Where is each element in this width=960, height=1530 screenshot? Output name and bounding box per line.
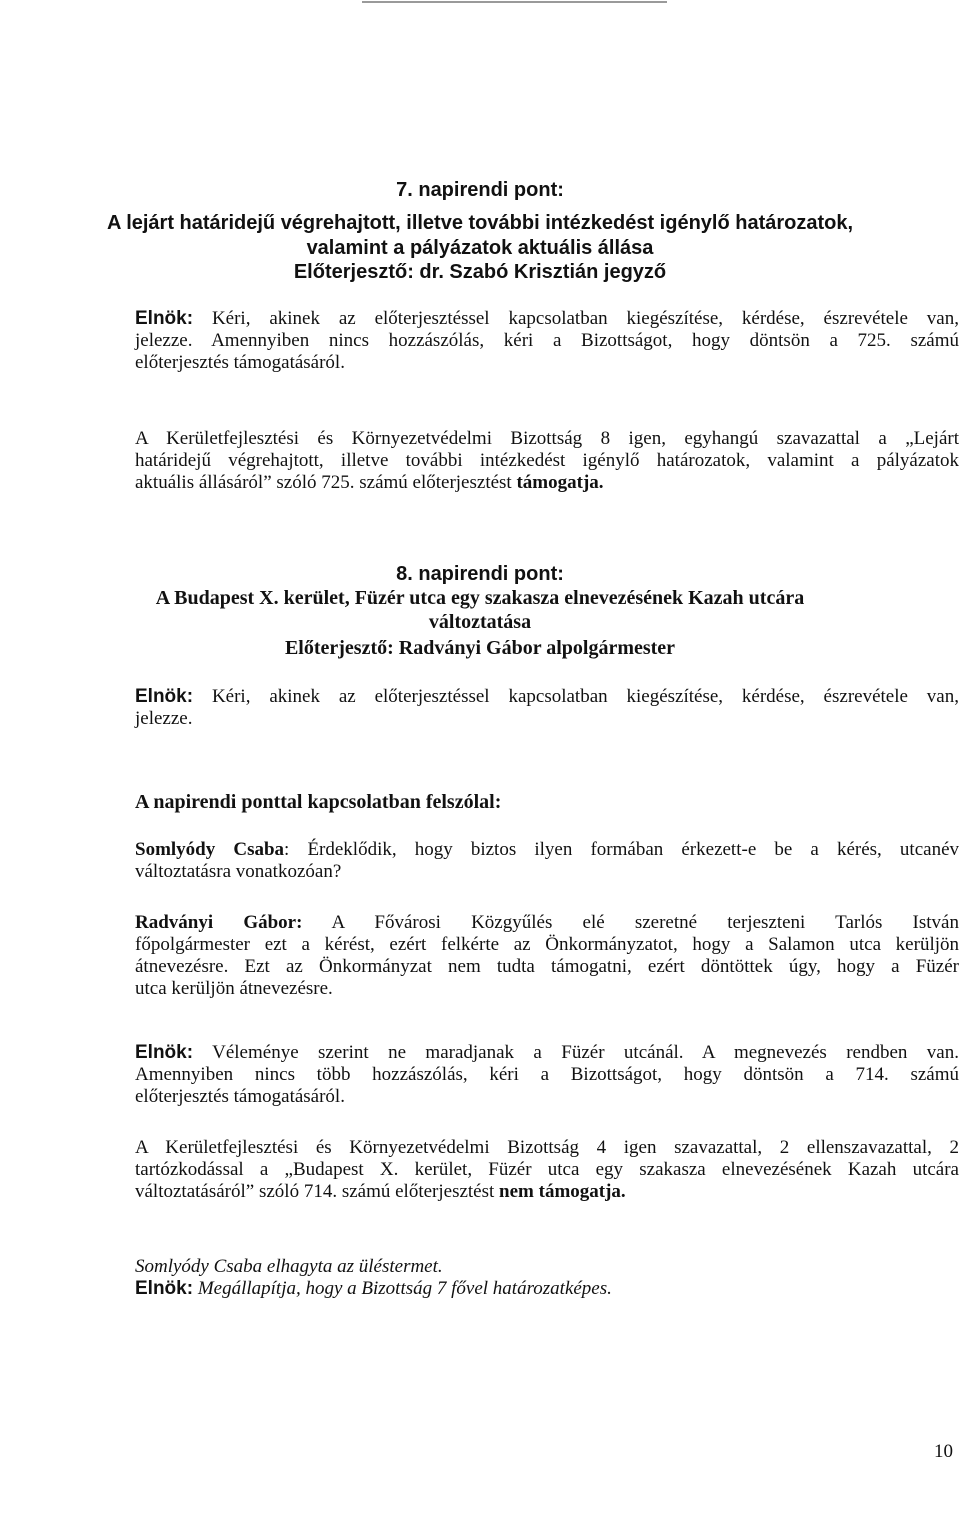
chair2-paragraph [135, 1042, 959, 1108]
item8-decision-result: nem támogatja. [499, 1181, 626, 1202]
item7-chair-line1: Elnök: Kéri, akinek az előterjesztéssel kapcsolatban kiegészítése, kérdése, észrevétele van, [135, 308, 959, 329]
item8-decision-line2: tartózkodással a „Budapest X. kerület, Füzér utca egy szakasza elnevezésének Kazah utcára [135, 1159, 959, 1180]
somlyody-line2: változtatásra vonatkozóan? [135, 861, 342, 882]
item8-chair-line2: jelezze. [135, 708, 193, 729]
item8-subject-line2: változtatása [428, 611, 532, 633]
item8-chair-line1: Elnök: Kéri, akinek az előterjesztéssel kapcsolatban kiegészítése, kérdése, észrevétele van, [135, 686, 959, 707]
closing-notes [135, 1256, 959, 1300]
page-number: 10 [934, 1441, 953, 1462]
item8-subject-line1: A Budapest X. kerület, Füzér utca egy szakasza elnevezésének Kazah utcára [155, 587, 805, 609]
chair2-line1: Elnök: Véleménye szerint ne maradjanak a Füzér utcánál. A megnevezés rendben van. [135, 1042, 959, 1063]
chair2-line2: Amennyiben nincs több hozzászólás, kéri a Bizottságot, hogy döntsön a 714. számú [135, 1064, 959, 1085]
chair2-line3: előterjesztés támogatásáról. [135, 1086, 345, 1107]
speaker-label: Elnök: [135, 308, 194, 329]
speaker-label: Elnök: [135, 1042, 194, 1063]
item7-subject-line2: valamint a pályázatok aktuális állása [306, 237, 654, 259]
item8-chair-paragraph [135, 686, 959, 730]
item7-decision-line2: határidejű végrehajtott, illetve további intézkedést igénylő határozatok, valamint a pályázatok [135, 450, 959, 471]
item7-decision-line3: aktuális állásáról” szóló 725. számú előterjesztést támogatja. [135, 472, 604, 493]
item8-decision-line1: A Kerületfejlesztési és Környezetvédelmi Bizottság 4 igen szavazattal, 2 ellenszavazattal, 2 [135, 1137, 959, 1158]
note-quorum: Elnök: Megállapítja, hogy a Bizottság 7 fővel határozatképes. [135, 1278, 612, 1299]
radvanyi-line2: főpolgármester ezt a kérést, ezért felkérte az Önkormányzatot, hogy a Salamon utca kerüljön [135, 934, 959, 955]
speakers-heading: A napirendi ponttal kapcsolatban felszólal: [135, 791, 502, 813]
item7-presenter: Előterjesztő: dr. Szabó Krisztián jegyző [293, 261, 667, 283]
speaker-name: Radványi Gábor: [135, 912, 303, 933]
radvanyi-line1: Radványi Gábor: A Fővárosi Közgyűlés elé szeretné terjeszteni Tarlós István [135, 912, 959, 933]
item7-title: 7. napirendi pont: [396, 179, 564, 201]
radvanyi-line3: átnevezésre. Ezt az Önkormányzat nem tudta támogatni, ezért döntöttek úgy, hogy a Füzér [135, 956, 959, 977]
speaker-label: Elnök: [135, 1278, 194, 1299]
item8-title: 8. napirendi pont: [396, 563, 564, 585]
item8-decision-line3: változtatásáról” szóló 714. számú előterjesztést nem támogatja. [135, 1181, 626, 1202]
item8-decision-paragraph [135, 1137, 959, 1203]
item7-decision-result: támogatja. [516, 472, 604, 493]
item8-presenter: Előterjesztő: Radványi Gábor alpolgármester [284, 637, 676, 659]
item7-chair-line2: jelezze. Amennyiben nincs hozzászólás, kéri a Bizottságot, hogy döntsön a 725. számú [135, 330, 959, 351]
item7-decision-line1: A Kerületfejlesztési és Környezetvédelmi Bizottság 8 igen, egyhangú szavazattal a „Lejárt [135, 428, 959, 449]
note-left-room: Somlyódy Csaba elhagyta az üléstermet. [135, 1256, 443, 1277]
speaker-label: Elnök: [135, 686, 194, 707]
scan-top-border [362, 1, 667, 3]
item7-subject-line1: A lejárt határidejű végrehajtott, illetve további intézkedést igénylő határozatok, [106, 212, 854, 234]
item7-chair-paragraph [135, 308, 959, 374]
radvanyi-line4: utca kerüljön átnevezésre. [135, 978, 333, 999]
speaker-name: Somlyódy Csaba [135, 839, 285, 860]
radvanyi-paragraph [135, 912, 959, 1000]
somlyody-paragraph [135, 839, 959, 883]
somlyody-line1: Somlyódy Csaba: Érdeklődik, hogy biztos ilyen formában érkezett-e be a kérés, utcanév [135, 839, 959, 860]
item7-chair-line3: előterjesztés támogatásáról. [135, 352, 345, 373]
item7-decision-paragraph [135, 428, 959, 494]
